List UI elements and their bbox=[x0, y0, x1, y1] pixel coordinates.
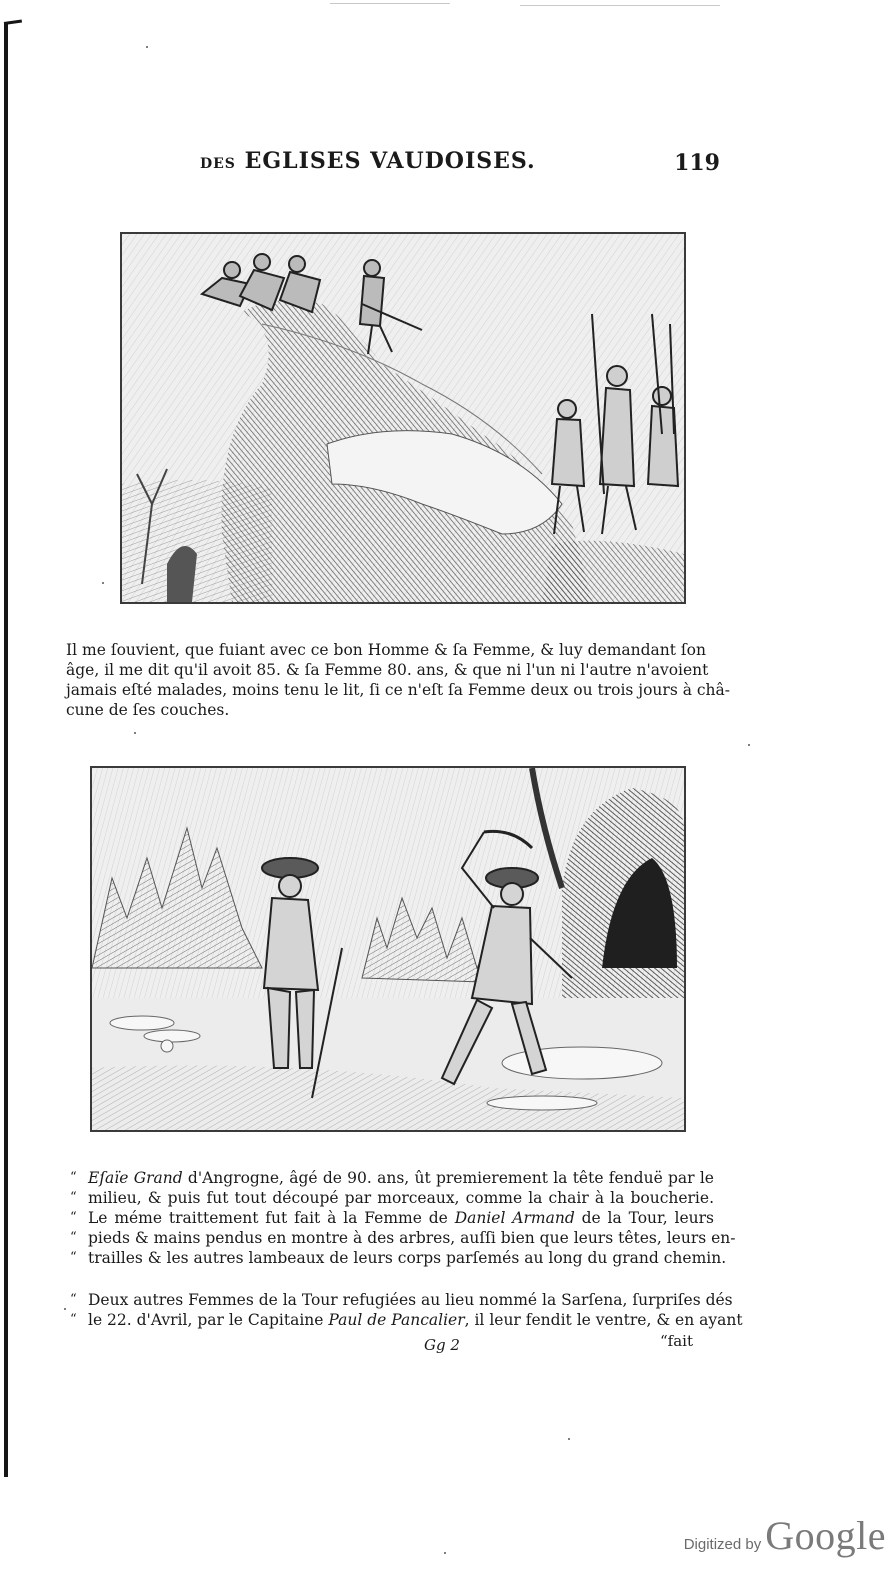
quote-block-2 bbox=[70, 1290, 743, 1330]
engraving-mountain-pursuit-art bbox=[122, 234, 684, 602]
scan-speck bbox=[444, 1552, 446, 1554]
quote-text-pre: Le méme traittement fut fait à la Femme de bbox=[88, 1209, 455, 1227]
scan-speck bbox=[748, 744, 750, 746]
paragraph-line: âge, il me dit qu'il avoit 85. & ſa Femme 80. ans, & que ni l'un ni l'autre n'avoient bbox=[66, 661, 709, 679]
watermark-prefix: Digitized by bbox=[683, 1536, 762, 1553]
engraving-mountain-pursuit bbox=[120, 232, 686, 604]
quote-text-rest: , il leur fendit le ventre, & en ayant bbox=[464, 1311, 743, 1329]
quote-name-italic: Daniel Armand bbox=[454, 1209, 575, 1227]
quote-text bbox=[88, 1248, 726, 1268]
quote-mark: “ bbox=[70, 1312, 77, 1327]
scan-streak bbox=[330, 3, 450, 4]
quote-name-italic: Eſaïe Grand bbox=[88, 1169, 183, 1187]
body-paragraph-1 bbox=[66, 640, 731, 720]
quote-mark: “ bbox=[70, 1250, 77, 1265]
paragraph-line: cune de ſes couches. bbox=[66, 701, 230, 719]
quote-line bbox=[70, 1188, 714, 1208]
quote-line bbox=[70, 1248, 727, 1268]
quote-mark: “ bbox=[70, 1292, 77, 1307]
quote-line bbox=[70, 1168, 714, 1188]
scan-speck bbox=[146, 46, 148, 48]
quote-text-rest: milieu, & puis fut tout découpé par morceaux, comme la chair à la boucherie. bbox=[88, 1189, 714, 1207]
quote-text-rest: de la Tour, leurs bbox=[574, 1209, 714, 1227]
google-logo: Google bbox=[765, 1513, 886, 1558]
signature-mark: Gg 2 bbox=[424, 1336, 460, 1354]
quote-line bbox=[70, 1228, 736, 1248]
page-corner-mark bbox=[4, 20, 22, 25]
quote-mark: “ bbox=[70, 1190, 77, 1205]
running-title-main: EGLISES VAUDOISES. bbox=[244, 148, 536, 174]
quote-line bbox=[70, 1290, 733, 1310]
scan-speck bbox=[134, 732, 136, 734]
quote-text bbox=[88, 1310, 743, 1330]
paragraph-line: Il me ſouvient, que fuiant avec ce bon Homme & ſa Femme, & luy demandant ſon bbox=[66, 641, 706, 659]
paragraph-line: jamais eſté malades, moins tenu le lit, ſi ce n'eſt ſa Femme deux ou trois jours à châ- bbox=[66, 681, 731, 699]
quote-text-pre: le 22. d'Avril, par le Capitaine bbox=[88, 1311, 329, 1329]
quote-text bbox=[88, 1188, 714, 1208]
scan-speck bbox=[568, 1438, 570, 1440]
quote-text-rest: d'Angrogne, âgé de 90. ans, ût premierement la tête fenduë par le bbox=[182, 1169, 714, 1187]
running-header bbox=[200, 148, 720, 182]
quote-text bbox=[88, 1290, 733, 1310]
quote-line bbox=[70, 1208, 714, 1228]
quote-name-italic: Paul de Pancalier bbox=[328, 1311, 465, 1329]
scan-speck bbox=[64, 1308, 66, 1310]
scan-speck bbox=[102, 582, 104, 584]
quote-text-rest: pieds & mains pendus en montre à des arbres, auſſi bien que leurs têtes, leurs en- bbox=[88, 1229, 736, 1247]
quote-text-rest: trailles & les autres lambeaux de leurs corps parſemés au long du grand chemin. bbox=[88, 1249, 727, 1267]
running-title-prefix: DES bbox=[200, 156, 236, 172]
catchword: “fait bbox=[660, 1332, 693, 1350]
engraving-cave-massacre bbox=[90, 766, 686, 1132]
quote-text bbox=[88, 1228, 736, 1248]
quote-mark: “ bbox=[70, 1230, 77, 1245]
quote-mark: “ bbox=[70, 1170, 77, 1185]
digitized-watermark bbox=[684, 1512, 886, 1559]
engraving-cave-massacre-art bbox=[92, 768, 684, 1130]
page-number: 119 bbox=[674, 150, 720, 176]
quote-text bbox=[88, 1208, 714, 1228]
quote-mark: “ bbox=[70, 1210, 77, 1225]
quote-text-rest: Deux autres Femmes de la Tour refugiées au lieu nommé la Sarſena, ſurpriſes dés bbox=[88, 1291, 733, 1309]
scan-streak bbox=[520, 5, 720, 6]
quote-line bbox=[70, 1310, 743, 1330]
running-title bbox=[200, 148, 536, 174]
page-edge-rule bbox=[4, 22, 8, 1477]
quote-text bbox=[88, 1168, 714, 1188]
quote-block-1 bbox=[70, 1168, 736, 1268]
